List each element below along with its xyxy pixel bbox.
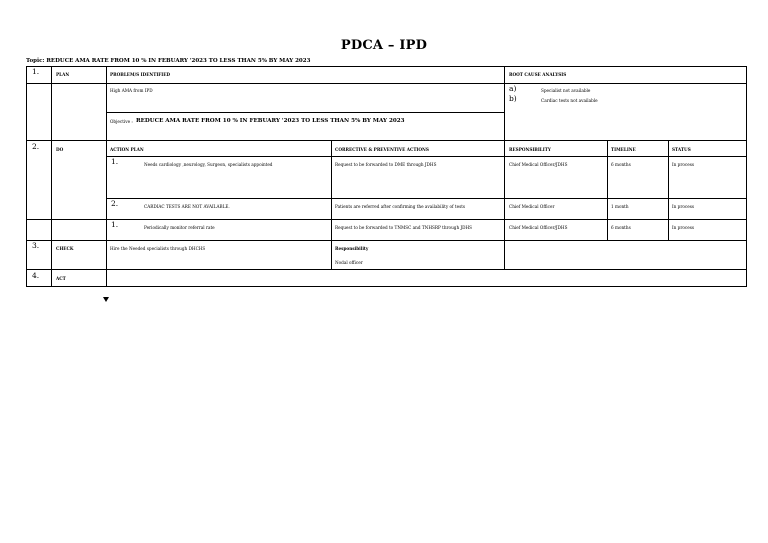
check-responsibility-label: Responsibility [335,246,369,251]
act-number: 4. [32,271,40,280]
timeline-header: TIMELINE [611,147,636,152]
table-rule [106,67,107,286]
table-rule [106,198,746,199]
plan-label: PLAN [56,72,70,77]
table-rule [51,67,52,286]
responsibility-header: RESPONSIBILITY [509,147,551,152]
action-number: 1. [111,220,119,229]
table-rule [504,140,505,269]
corrective-text: Request to be forwarded to TNMSC and TNHSRP through JDHS [335,225,473,230]
responsibility-text: Chief Medical Officer/JDHS [509,225,568,230]
responsibility-text: Chief Medical Officer/JDHS [509,162,568,167]
status-text: In process [672,204,695,209]
do-label: DO [56,147,64,152]
action-plan-header: ACTION PLAN [110,147,144,152]
act-label: ACT [56,276,66,281]
table-rule [27,140,746,141]
corrective-header: CORRECTIVE & PREVENTIVE ACTIONS [335,147,429,152]
table-rule [504,67,505,140]
status-text: In process [672,225,695,230]
root-cause-marker: a) [509,84,517,93]
objective-text: REDUCE AMA RATE FROM 10 % IN FEBUARY '2023 TO LESS THAN 5% BY MAY 2023 [136,118,405,124]
responsibility-text: Chief Medical Officer [509,204,555,209]
caret-down-icon [103,297,109,302]
check-responsibility-value: Nodal officer [335,260,363,265]
table-rule [27,83,746,84]
table-rule [106,112,504,113]
objective-label: Objective : [110,119,133,124]
corrective-text: Patients are referred after confirming the availability of tests [335,204,466,209]
check-number: 3. [32,241,40,250]
problem-header: PROBLEM/S IDENTIFIED [110,72,171,77]
page-title: PDCA – IPD [340,38,428,53]
table-rule [331,140,332,269]
table-rule [27,240,746,241]
status-header: STATUS [672,147,691,152]
corrective-text: Request to be forwarded to DME through JDHS [335,162,437,167]
status-text: In process [672,162,695,167]
table-rule [27,269,746,270]
check-text: Hire the Needed specialists through DHCHS [110,246,206,251]
root-cause-item: Specialist not available [541,88,591,93]
problem-text: High AMA from IPD [110,88,153,93]
check-label: CHECK [56,246,74,251]
timeline-text: 6 months [611,225,631,230]
action-text: Periodically monitor referral rate [144,225,215,230]
root-cause-header: ROOT CAUSE ANALYSIS [509,72,567,77]
action-number: 1. [111,157,119,166]
table-rule [106,156,746,157]
root-cause-marker: b) [509,94,517,103]
plan-number: 1. [32,67,40,76]
pdca-table [26,66,747,287]
timeline-text: 1 month [611,204,629,209]
root-cause-item: Cardiac tests not available [541,98,598,103]
do-number: 2. [32,142,40,151]
timeline-text: 6 months [611,162,631,167]
action-text: Needs cardiology ,neurology, Surgeon, specialists appointed [144,162,273,167]
table-rule [27,219,746,220]
table-rule [607,140,608,240]
table-rule [668,140,669,240]
action-number: 2. [111,199,119,208]
action-text: CARDIAC TESTS ARE NOT AVAILABLE. [144,204,230,209]
topic-line: Topic: REDUCE AMA RATE FROM 10 % IN FEBUARY '2023 TO LESS THAN 5% BY MAY 2023 [26,58,311,64]
